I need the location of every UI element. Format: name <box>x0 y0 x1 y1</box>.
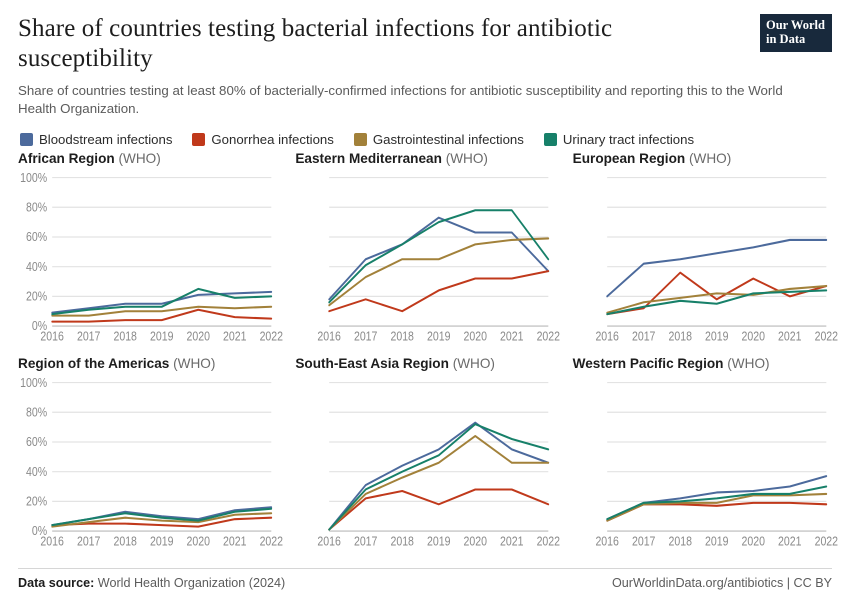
svg-text:100%: 100% <box>20 375 48 390</box>
svg-text:2018: 2018 <box>668 329 692 344</box>
svg-text:2017: 2017 <box>631 329 656 344</box>
panel-plot <box>295 373 561 555</box>
panel-title <box>18 151 277 166</box>
svg-text:2018: 2018 <box>390 534 415 549</box>
svg-text:2016: 2016 <box>595 534 619 549</box>
svg-text:2016: 2016 <box>317 534 342 549</box>
panel-region-name: African Region <box>18 150 115 166</box>
svg-text:0%: 0% <box>31 319 48 334</box>
panel-plot <box>573 373 838 555</box>
panel-title <box>18 356 277 371</box>
svg-text:2018: 2018 <box>390 329 415 344</box>
panel-region-suffix: (WHO) <box>173 355 216 371</box>
svg-text:2021: 2021 <box>777 329 802 344</box>
svg-text:2020: 2020 <box>741 534 765 549</box>
panel-plot <box>18 373 284 555</box>
data-source <box>18 576 285 590</box>
svg-text:2017: 2017 <box>76 534 101 549</box>
svg-text:20%: 20% <box>26 494 48 509</box>
svg-text:2020: 2020 <box>463 534 488 549</box>
svg-text:2021: 2021 <box>777 534 802 549</box>
svg-text:0%: 0% <box>31 524 48 539</box>
svg-text:60%: 60% <box>26 435 48 450</box>
chart-panel <box>18 355 284 555</box>
legend-label: Gonorrhea infections <box>211 131 334 147</box>
svg-text:2018: 2018 <box>113 534 137 549</box>
panel-region-suffix: (WHO) <box>727 355 770 371</box>
svg-text:2017: 2017 <box>354 534 378 549</box>
svg-text:2021: 2021 <box>500 329 524 344</box>
svg-text:2018: 2018 <box>113 329 137 344</box>
panel-title <box>573 356 832 371</box>
legend-label: Bloodstream infections <box>39 131 173 147</box>
svg-text:2018: 2018 <box>668 534 692 549</box>
chart-panel <box>295 355 561 555</box>
svg-text:2016: 2016 <box>317 329 342 344</box>
legend-swatch-icon <box>20 133 33 146</box>
chart-panel <box>572 150 838 350</box>
svg-text:2020: 2020 <box>186 329 210 344</box>
panel-region-name: Region of the Americas <box>18 355 170 371</box>
panel-region-name: European Region <box>572 150 686 166</box>
data-source-label: Data source: <box>18 576 95 590</box>
svg-text:2017: 2017 <box>631 534 656 549</box>
svg-text:2022: 2022 <box>814 534 838 549</box>
chart-panel <box>295 150 561 350</box>
chart-legend <box>20 132 832 147</box>
legend-swatch-icon <box>354 133 367 146</box>
legend-item[interactable] <box>544 132 694 147</box>
page-title: Share of countries testing bacterial infections for antibiotic susceptibility <box>18 15 613 72</box>
header <box>18 14 832 73</box>
legend-item[interactable] <box>354 132 524 147</box>
legend-item[interactable] <box>20 132 172 147</box>
legend-label: Gastrointestinal infections <box>372 131 524 147</box>
svg-text:2022: 2022 <box>814 329 838 344</box>
panel-region-name: South-East Asia Region <box>295 355 449 371</box>
svg-text:2017: 2017 <box>76 329 101 344</box>
svg-text:2021: 2021 <box>500 534 524 549</box>
svg-text:2020: 2020 <box>741 329 765 344</box>
svg-text:2019: 2019 <box>704 534 729 549</box>
logo-line-2: in Data <box>766 32 806 46</box>
panel-plot <box>573 168 838 350</box>
svg-text:2019: 2019 <box>704 329 729 344</box>
svg-text:2019: 2019 <box>150 329 174 344</box>
svg-text:2016: 2016 <box>40 534 64 549</box>
legend-swatch-icon <box>192 133 205 146</box>
svg-text:2017: 2017 <box>354 329 378 344</box>
svg-text:2019: 2019 <box>427 534 451 549</box>
svg-text:80%: 80% <box>26 405 48 420</box>
owid-logo <box>760 14 832 52</box>
legend-swatch-icon <box>544 133 557 146</box>
svg-text:2021: 2021 <box>223 534 247 549</box>
footer-credit[interactable]: OurWorldinData.org/antibiotics | CC BY <box>611 576 832 590</box>
panel-title <box>295 356 554 371</box>
logo-line-1: Our World <box>766 18 825 32</box>
panel-plot <box>295 168 561 350</box>
svg-text:2022: 2022 <box>259 329 284 344</box>
panel-region-name: Eastern Mediterranean <box>295 150 442 166</box>
svg-text:2022: 2022 <box>536 534 561 549</box>
svg-text:40%: 40% <box>26 259 48 274</box>
svg-text:2022: 2022 <box>536 329 561 344</box>
panel-region-suffix: (WHO) <box>452 355 495 371</box>
panel-region-suffix: (WHO) <box>445 150 488 166</box>
svg-text:20%: 20% <box>26 289 48 304</box>
legend-item[interactable] <box>192 132 333 147</box>
panel-title <box>573 151 832 166</box>
chart-panel <box>18 150 284 350</box>
svg-text:2019: 2019 <box>427 329 451 344</box>
svg-text:40%: 40% <box>26 464 48 479</box>
svg-text:100%: 100% <box>20 170 48 185</box>
svg-text:60%: 60% <box>26 230 48 245</box>
chart-panel <box>572 355 838 555</box>
svg-text:2016: 2016 <box>40 329 64 344</box>
panel-region-suffix: (WHO) <box>118 150 161 166</box>
svg-text:2021: 2021 <box>223 329 247 344</box>
svg-text:2020: 2020 <box>186 534 210 549</box>
data-source-value: World Health Organization (2024) <box>97 576 286 590</box>
svg-text:80%: 80% <box>26 200 48 215</box>
svg-text:2019: 2019 <box>150 534 174 549</box>
panel-title <box>295 151 554 166</box>
small-multiples-grid <box>18 150 838 555</box>
page-subtitle: Share of countries testing at least 80% of bacterially-confirmed infections for antibiotic susceptibility and reporting this to the World Health Organization. <box>18 83 783 117</box>
legend-label: Urinary tract infections <box>562 131 695 147</box>
svg-text:2016: 2016 <box>595 329 619 344</box>
svg-text:2022: 2022 <box>259 534 284 549</box>
footer <box>18 568 832 590</box>
panel-plot <box>18 168 284 350</box>
panel-region-suffix: (WHO) <box>688 150 732 166</box>
panel-region-name: Western Pacific Region <box>572 355 724 371</box>
svg-text:2020: 2020 <box>463 329 488 344</box>
